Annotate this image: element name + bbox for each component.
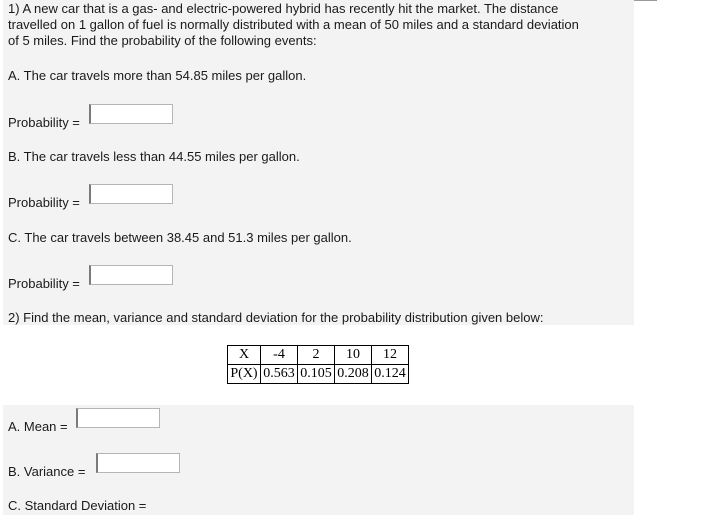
x-value: 12 — [372, 346, 409, 365]
variance-label: B. Variance = — [8, 464, 86, 479]
question-1-text — [8, 1, 579, 49]
standard-deviation-label: C. Standard Deviation = — [8, 498, 147, 513]
part-c-prompt: C. The car travels between 38.45 and 51.3 miles per gallon. — [8, 230, 352, 245]
variance-input[interactable] — [96, 453, 180, 473]
question-2-text: 2) Find the mean, variance and standard deviation for the probability distribution given below: — [8, 310, 544, 325]
x-row — [228, 346, 409, 365]
part-b-prompt: B. The car travels less than 44.55 miles per gallon. — [8, 149, 300, 164]
part-a-probability-label: Probability = — [8, 115, 80, 130]
top-edge-line — [633, 0, 657, 1]
mean-label: A. Mean = — [8, 419, 68, 434]
part-b-probability-input[interactable] — [89, 184, 173, 204]
part-c-probability-label: Probability = — [8, 276, 80, 291]
p-header: P(X) — [228, 365, 261, 384]
mean-input[interactable] — [76, 408, 160, 428]
x-value: -4 — [261, 346, 298, 365]
probability-distribution-table — [227, 345, 409, 384]
part-c-probability-input[interactable] — [89, 265, 173, 285]
p-row — [228, 365, 409, 384]
part-b-probability-label: Probability = — [8, 195, 80, 210]
p-value: 0.105 — [298, 365, 335, 384]
p-value: 0.208 — [335, 365, 372, 384]
p-value: 0.563 — [261, 365, 298, 384]
question-1-line: travelled on 1 gallon of fuel is normally distributed with a mean of 50 miles and a standard deviation — [8, 17, 579, 32]
x-value: 10 — [335, 346, 372, 365]
part-a-probability-input[interactable] — [89, 104, 173, 124]
x-value: 2 — [298, 346, 335, 365]
x-header: X — [228, 346, 261, 365]
question-1-line: 1) A new car that is a gas- and electric-powered hybrid has recently hit the market. The distance — [8, 1, 559, 16]
question-1-line: of 5 miles. Find the probability of the following events: — [8, 33, 317, 48]
p-value: 0.124 — [372, 365, 409, 384]
part-a-prompt: A. The car travels more than 54.85 miles per gallon. — [8, 68, 307, 83]
